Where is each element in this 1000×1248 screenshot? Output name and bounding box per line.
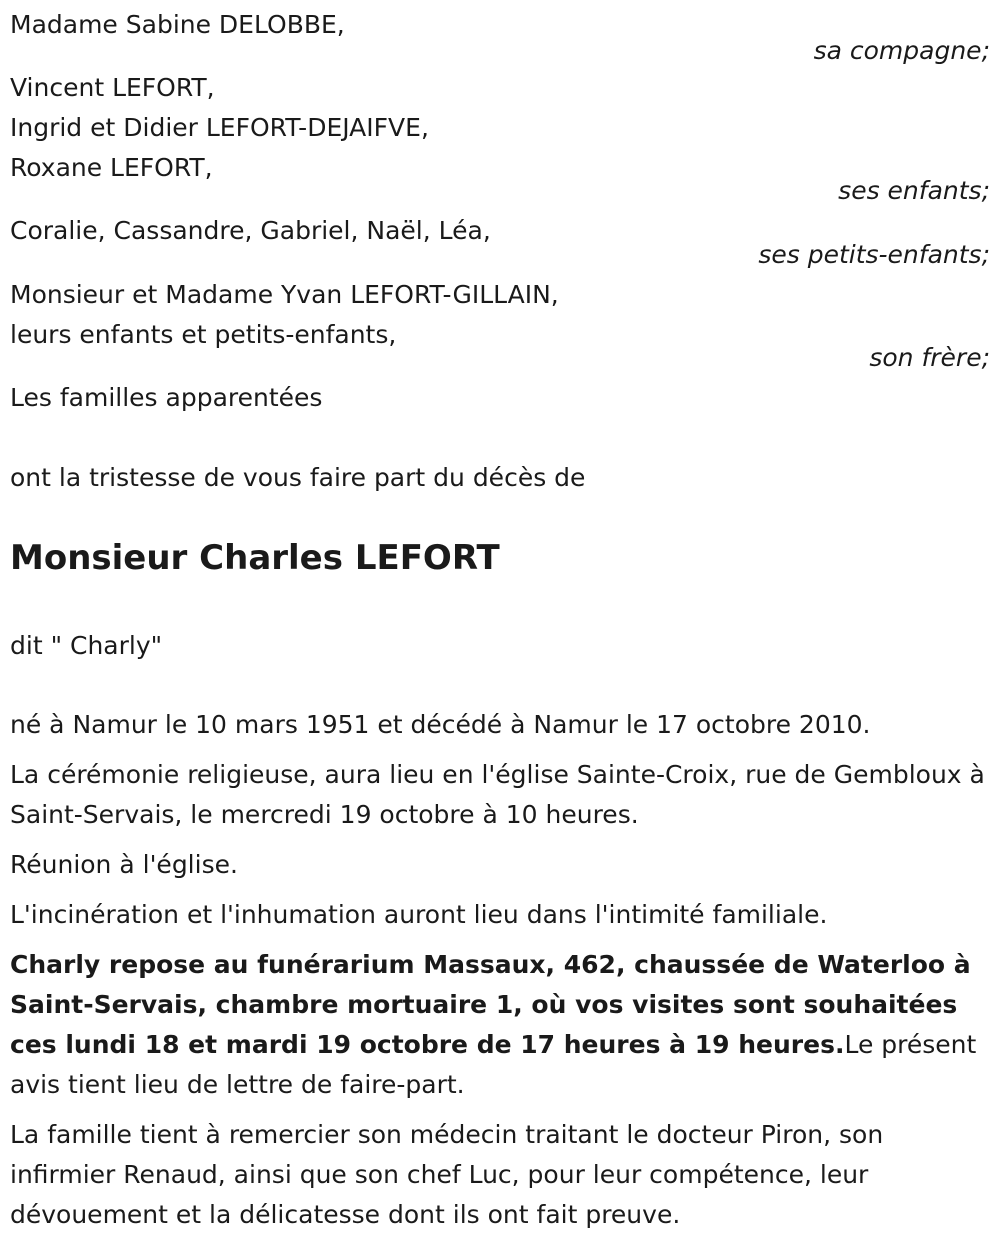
related-families: Les familles apparentées [10, 383, 323, 412]
visit-paragraph [10, 945, 990, 1105]
thanks-paragraph: La famille tient à remercier son médecin traitant le docteur Piron, son infirmier Renaud, ainsi que son chef Luc, pour leur compétence, leur dévouement et la délicatesse dont ils ont fait preuve. [10, 1120, 884, 1229]
brother-family: leurs enfants et petits-enfants, [10, 320, 397, 349]
brother-relation: son frère; [869, 343, 990, 372]
visit-bold-text: Charly repose au funérarium Massaux, 462, chaussée de Waterloo à Saint-Servais, chambre mortuaire 1, où vos visites sont souhaitées ces lundi 18 et mardi 19 octobre de 17 heures à 19 heures. [10, 950, 971, 1059]
birth-death-paragraph: né à Namur le 10 mars 1951 et décédé à Namur le 17 octobre 2010. [10, 710, 871, 739]
visit-rest-text: Le présent avis tient lieu de lettre de faire-part. [10, 1030, 977, 1099]
brother-name: Monsieur et Madame Yvan LEFORT-GILLAIN, [10, 280, 559, 309]
cremation-paragraph: L'incinération et l'inhumation auront lieu dans l'intimité familiale. [10, 900, 828, 929]
meeting-paragraph: Réunion à l'église. [10, 850, 238, 879]
grandchildren-relation: ses petits-enfants; [758, 240, 990, 269]
child-name: Ingrid et Didier LEFORT-DEJAIFVE, [10, 113, 429, 142]
children-block [10, 68, 990, 211]
deceased-nickname: dit " Charly" [10, 631, 163, 660]
details-block [10, 705, 990, 1235]
partner-name: Madame Sabine DELOBBE, [10, 10, 345, 39]
partner-relation: sa compagne; [813, 36, 990, 65]
ceremony-paragraph: La cérémonie religieuse, aura lieu en l'église Sainte-Croix, rue de Gembloux à Saint-Servais, le mercredi 19 octobre à 10 heures. [10, 760, 985, 829]
deceased-name: Monsieur Charles LEFORT [10, 538, 500, 578]
brother-block [10, 275, 990, 378]
announcement-text: ont la tristesse de vous faire part du décès de [10, 463, 586, 492]
children-relation: ses enfants; [838, 176, 990, 205]
child-name: Roxane LEFORT, [10, 153, 213, 182]
child-name: Vincent LEFORT, [10, 73, 215, 102]
grandchildren-names: Coralie, Cassandre, Gabriel, Naël, Léa, [10, 216, 491, 245]
grandchildren-block [10, 211, 990, 275]
partner-block [10, 5, 990, 71]
